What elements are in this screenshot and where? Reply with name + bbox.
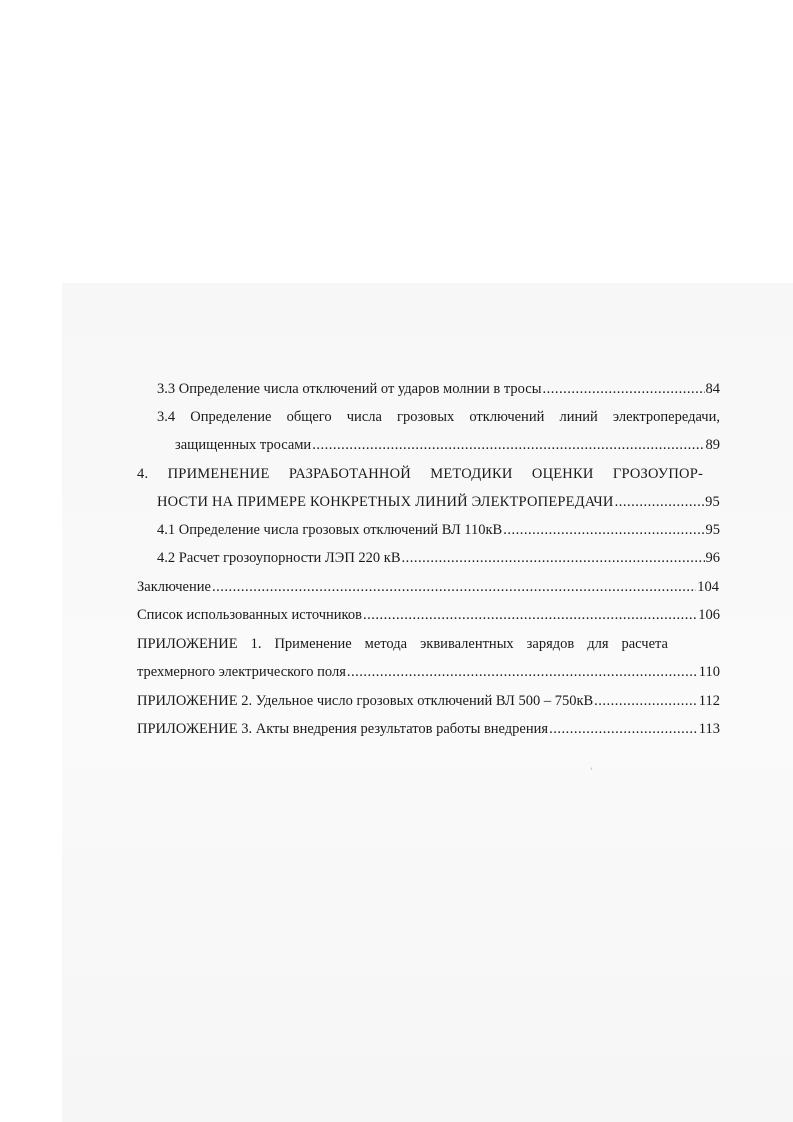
toc-entry-title-continued: трехмерного электрического поля	[137, 664, 346, 680]
toc-entry-4-line2[interactable]	[157, 493, 720, 511]
toc-page-number: 106	[698, 607, 720, 623]
toc-entry-3-4-line1[interactable]	[157, 408, 720, 426]
leader-dots	[212, 578, 696, 596]
leader-dots	[615, 493, 705, 511]
leader-dots	[503, 521, 704, 539]
toc-page-number: 96	[705, 550, 720, 566]
toc-page-number: 113	[698, 721, 720, 737]
toc-entry-4-line1[interactable]	[137, 465, 703, 483]
toc-page-number: 104	[697, 579, 719, 595]
toc-entry-title: ПРИЛОЖЕНИЕ 1. Применение метода эквивалентных зарядов для расчета	[137, 636, 668, 652]
toc-page-number: 110	[698, 664, 720, 680]
toc-entry-appendix-1-line2[interactable]	[137, 663, 720, 681]
leader-dots	[363, 606, 697, 624]
toc-entry-title: Список использованных источников	[137, 607, 362, 623]
leader-dots	[312, 436, 704, 454]
toc-entry-appendix-1-line1[interactable]	[137, 635, 668, 653]
leader-dots	[347, 663, 698, 681]
toc-page-number: 112	[698, 693, 720, 709]
toc-entry-title-continued: защищенных тросами	[175, 437, 312, 453]
toc-entry-title: 3.3 Определение числа отключений от ударов молнии в тросы	[157, 381, 542, 397]
toc-entry-3-3[interactable]	[157, 380, 720, 398]
leader-dots	[402, 549, 705, 567]
toc-entry-title: 3.4 Определение общего числа грозовых отключений линий электропередачи,	[157, 409, 720, 425]
toc-entry-appendix-3[interactable]	[137, 720, 720, 738]
leader-dots	[549, 720, 698, 738]
toc-entry-conclusion[interactable]	[137, 578, 719, 596]
leader-dots	[594, 692, 698, 710]
toc-page-number: 95	[705, 522, 720, 538]
toc-page-number: 84	[705, 381, 720, 397]
toc-entry-title: 4.2 Расчет грозоупорности ЛЭП 220 кВ	[157, 550, 401, 566]
toc-entry-references[interactable]	[137, 606, 720, 624]
toc-entry-title: 4. ПРИМЕНЕНИЕ РАЗРАБОТАННОЙ МЕТОДИКИ ОЦЕНКИ ГРОЗОУПОР-	[137, 466, 703, 482]
toc-entry-title: ПРИЛОЖЕНИЕ 3. Акты внедрения результатов работы внедрения	[137, 721, 549, 737]
scan-speck: ‘	[590, 766, 593, 775]
toc-entry-4-1[interactable]	[157, 521, 720, 539]
toc-entry-appendix-2[interactable]	[137, 692, 720, 710]
toc-entry-4-2[interactable]	[157, 549, 720, 567]
leader-dots	[542, 380, 704, 398]
toc-entry-title: ПРИЛОЖЕНИЕ 2. Удельное число грозовых отключений ВЛ 500 – 750кВ	[137, 693, 594, 709]
toc-entry-3-4-line2[interactable]	[175, 436, 720, 454]
toc-entry-title-continued: НОСТИ НА ПРИМЕРЕ КОНКРЕТНЫХ ЛИНИЙ ЭЛЕКТРОПЕРЕДАЧИ	[157, 494, 614, 510]
toc-entry-title: 4.1 Определение числа грозовых отключений ВЛ 110кВ	[157, 522, 503, 538]
toc-entry-title: Заключение	[137, 579, 211, 595]
toc-page-number: 89	[705, 437, 720, 453]
toc-page-number: 95	[705, 494, 720, 510]
